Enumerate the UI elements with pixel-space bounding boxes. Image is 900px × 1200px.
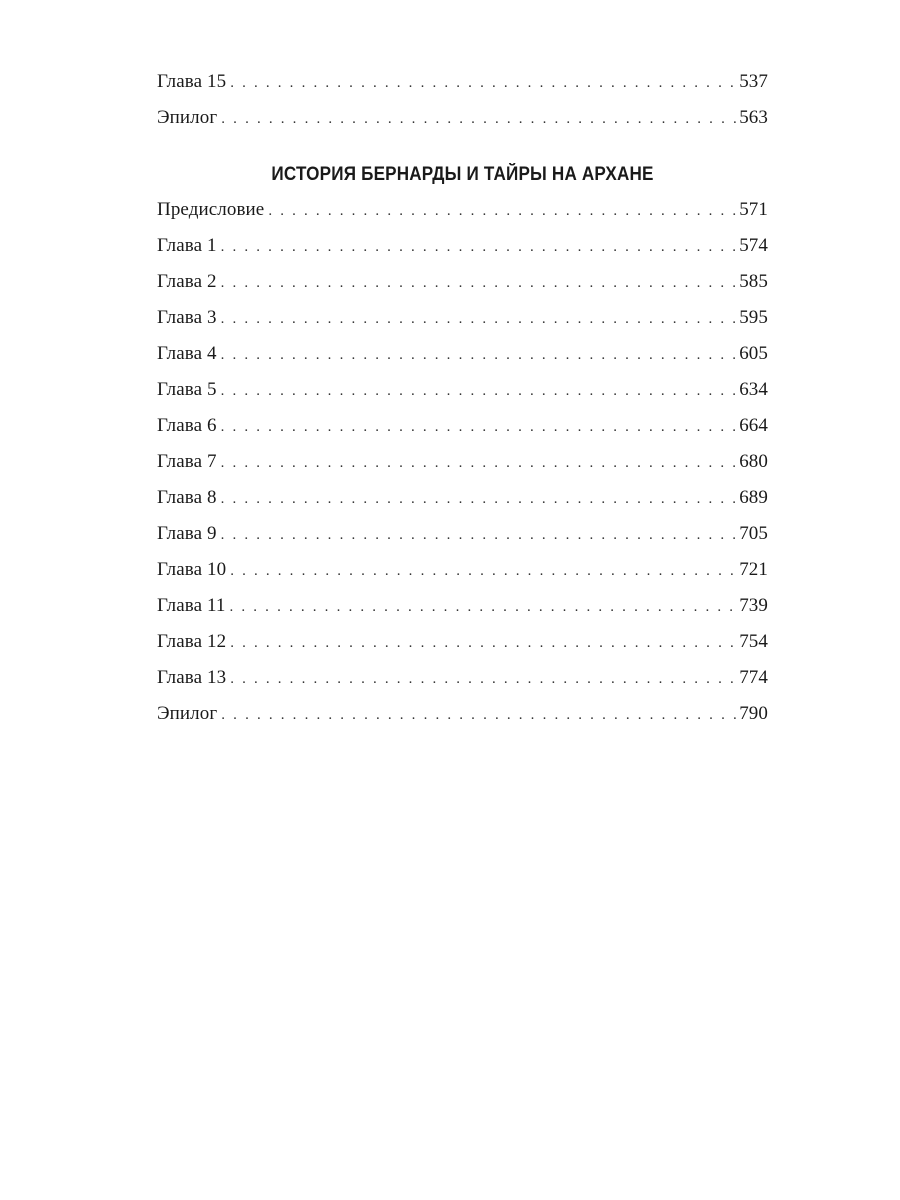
dot-leader bbox=[221, 301, 738, 337]
toc-entry-title: Глава 9 bbox=[157, 523, 217, 544]
dot-leader bbox=[221, 445, 738, 481]
toc-entry bbox=[157, 516, 768, 552]
toc-entry-page-number: 537 bbox=[739, 71, 768, 92]
toc-entry bbox=[157, 192, 768, 228]
toc-entry-title: Глава 8 bbox=[157, 487, 217, 508]
toc-entry-title: Глава 5 bbox=[157, 379, 217, 400]
toc-list-section bbox=[157, 192, 768, 732]
dot-leader bbox=[221, 697, 737, 733]
dot-leader bbox=[221, 481, 738, 517]
toc-entry-page-number: 680 bbox=[739, 451, 768, 472]
toc-entry-title: Глава 13 bbox=[157, 667, 227, 688]
dot-leader bbox=[230, 65, 737, 101]
dot-leader bbox=[221, 229, 738, 265]
dot-leader bbox=[221, 101, 737, 137]
toc-entry bbox=[157, 588, 768, 624]
toc-entry-title: Глава 6 bbox=[157, 415, 217, 436]
toc-entry-title: Глава 15 bbox=[157, 71, 227, 92]
toc-page bbox=[157, 64, 768, 732]
toc-entry bbox=[157, 480, 768, 516]
toc-entry bbox=[157, 444, 768, 480]
toc-entry bbox=[157, 552, 768, 588]
toc-entry-title: Глава 4 bbox=[157, 343, 217, 364]
toc-entry-page-number: 571 bbox=[739, 199, 768, 220]
toc-entry-title: Глава 2 bbox=[157, 271, 217, 292]
toc-entry bbox=[157, 336, 768, 372]
toc-entry-page-number: 739 bbox=[739, 595, 768, 616]
toc-entry bbox=[157, 264, 768, 300]
toc-entry bbox=[157, 660, 768, 696]
toc-entry bbox=[157, 372, 768, 408]
toc-entry-title: Глава 11 bbox=[157, 595, 226, 616]
toc-entry bbox=[157, 64, 768, 100]
toc-entry bbox=[157, 300, 768, 336]
toc-entry-page-number: 585 bbox=[739, 271, 768, 292]
dot-leader bbox=[230, 661, 737, 697]
dot-leader bbox=[221, 373, 738, 409]
toc-entry-title: Глава 7 bbox=[157, 451, 217, 472]
toc-entry-page-number: 790 bbox=[739, 703, 768, 724]
toc-entry-page-number: 563 bbox=[739, 107, 768, 128]
toc-entry-page-number: 605 bbox=[739, 343, 768, 364]
toc-entry-title: Глава 1 bbox=[157, 235, 217, 256]
toc-entry bbox=[157, 100, 768, 136]
toc-entry bbox=[157, 696, 768, 732]
toc-entry-title: Глава 3 bbox=[157, 307, 217, 328]
dot-leader bbox=[230, 553, 737, 589]
dot-leader bbox=[229, 589, 737, 625]
toc-entry-title: Эпилог bbox=[157, 703, 218, 724]
toc-entry-page-number: 705 bbox=[739, 523, 768, 544]
toc-entry-title: Предисловие bbox=[157, 199, 265, 220]
dot-leader bbox=[268, 193, 737, 229]
toc-entry-page-number: 689 bbox=[739, 487, 768, 508]
toc-entry-page-number: 721 bbox=[739, 559, 768, 580]
dot-leader bbox=[221, 517, 738, 553]
toc-entry-page-number: 595 bbox=[739, 307, 768, 328]
dot-leader bbox=[230, 625, 737, 661]
toc-entry-title: Глава 12 bbox=[157, 631, 227, 652]
toc-entry-page-number: 774 bbox=[739, 667, 768, 688]
section-heading: ИСТОРИЯ БЕРНАРДЫ И ТАЙРЫ НА АРХАНЕ bbox=[271, 164, 654, 185]
toc-entry bbox=[157, 624, 768, 660]
dot-leader bbox=[221, 337, 738, 373]
dot-leader bbox=[221, 409, 738, 445]
toc-entry bbox=[157, 408, 768, 444]
toc-entry-page-number: 634 bbox=[739, 379, 768, 400]
dot-leader bbox=[221, 265, 738, 301]
toc-entry-title: Эпилог bbox=[157, 107, 218, 128]
toc-entry-page-number: 574 bbox=[739, 235, 768, 256]
toc-entry-title: Глава 10 bbox=[157, 559, 227, 580]
toc-entry bbox=[157, 228, 768, 264]
toc-entry-page-number: 754 bbox=[739, 631, 768, 652]
toc-entry-page-number: 664 bbox=[739, 415, 768, 436]
toc-list-previous-section bbox=[157, 64, 768, 136]
